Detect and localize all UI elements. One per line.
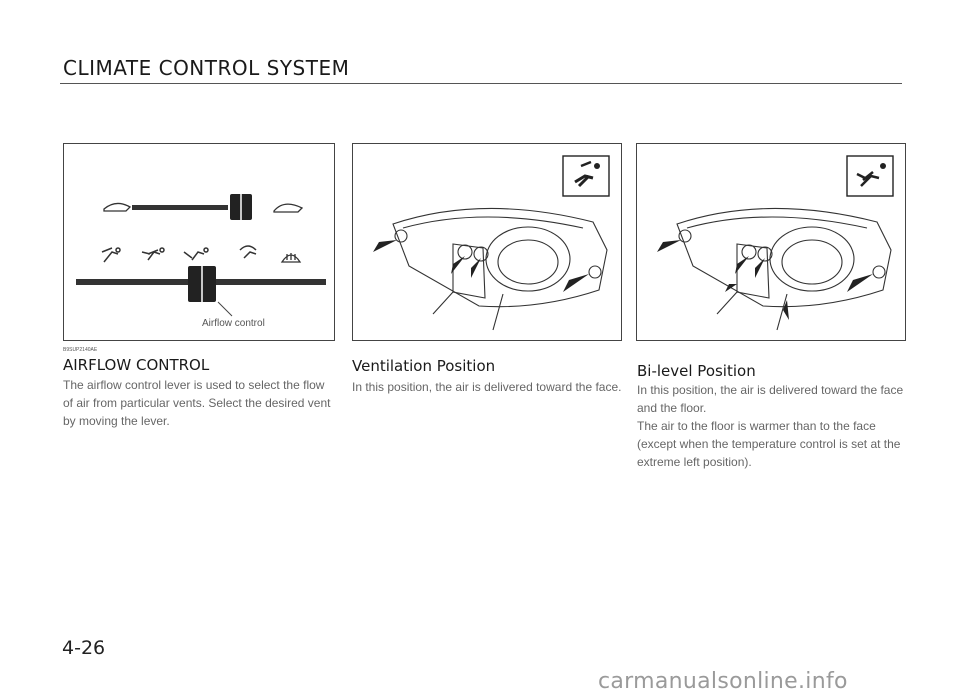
bi-level-text-1: In this position, the air is delivered toward the face and the floor. xyxy=(637,383,904,415)
face-vent-icon xyxy=(563,156,609,196)
fresh-air-icon xyxy=(104,203,130,211)
airflow-control-figure xyxy=(63,143,335,341)
ventilation-position-text: In this position, the air is delivered toward the face. xyxy=(352,380,622,394)
floor-defrost-mode-icon xyxy=(240,246,256,258)
watermark: carmanualsonline.info xyxy=(598,669,848,694)
floor-mode-icon xyxy=(184,248,208,260)
page-number: 4-26 xyxy=(62,637,106,659)
dashboard-bi-level-drawing xyxy=(637,144,905,340)
page-title: CLIMATE CONTROL SYSTEM xyxy=(63,56,350,80)
ventilation-position-figure xyxy=(352,143,622,341)
face-vent-mode-icon xyxy=(102,248,120,262)
bi-level-text-2: The air to the floor is warmer than to the face (except when the temperature control is set at the extreme left position). xyxy=(637,419,901,469)
airflow-control-heading: AIRFLOW CONTROL xyxy=(63,356,210,374)
recirculation-icon xyxy=(274,204,302,212)
airflow-control-callout: Airflow control xyxy=(202,318,265,329)
reference-code: B9SUP2140AE xyxy=(63,347,98,353)
dashboard-outline xyxy=(677,208,891,330)
dashboard-ventilation-drawing xyxy=(353,144,621,340)
upper-lever-track xyxy=(132,205,228,210)
ventilation-position-heading: Ventilation Position xyxy=(352,357,496,375)
bi-level-vent-icon xyxy=(847,156,893,196)
bi-level-position-heading: Bi-level Position xyxy=(637,362,756,380)
header-rule xyxy=(60,83,902,84)
bi-level-position-text xyxy=(637,381,909,471)
airflow-lever-diagram xyxy=(64,144,334,340)
dashboard-outline xyxy=(393,208,607,330)
airflow-control-text: The airflow control lever is used to select the flow of air from particular vents. Select the desired vent by moving the lever. xyxy=(63,378,331,428)
defrost-mode-icon xyxy=(282,253,300,262)
bi-level-position-figure xyxy=(636,143,906,341)
bi-level-mode-icon xyxy=(142,248,164,260)
airflow-arrows xyxy=(657,240,873,320)
